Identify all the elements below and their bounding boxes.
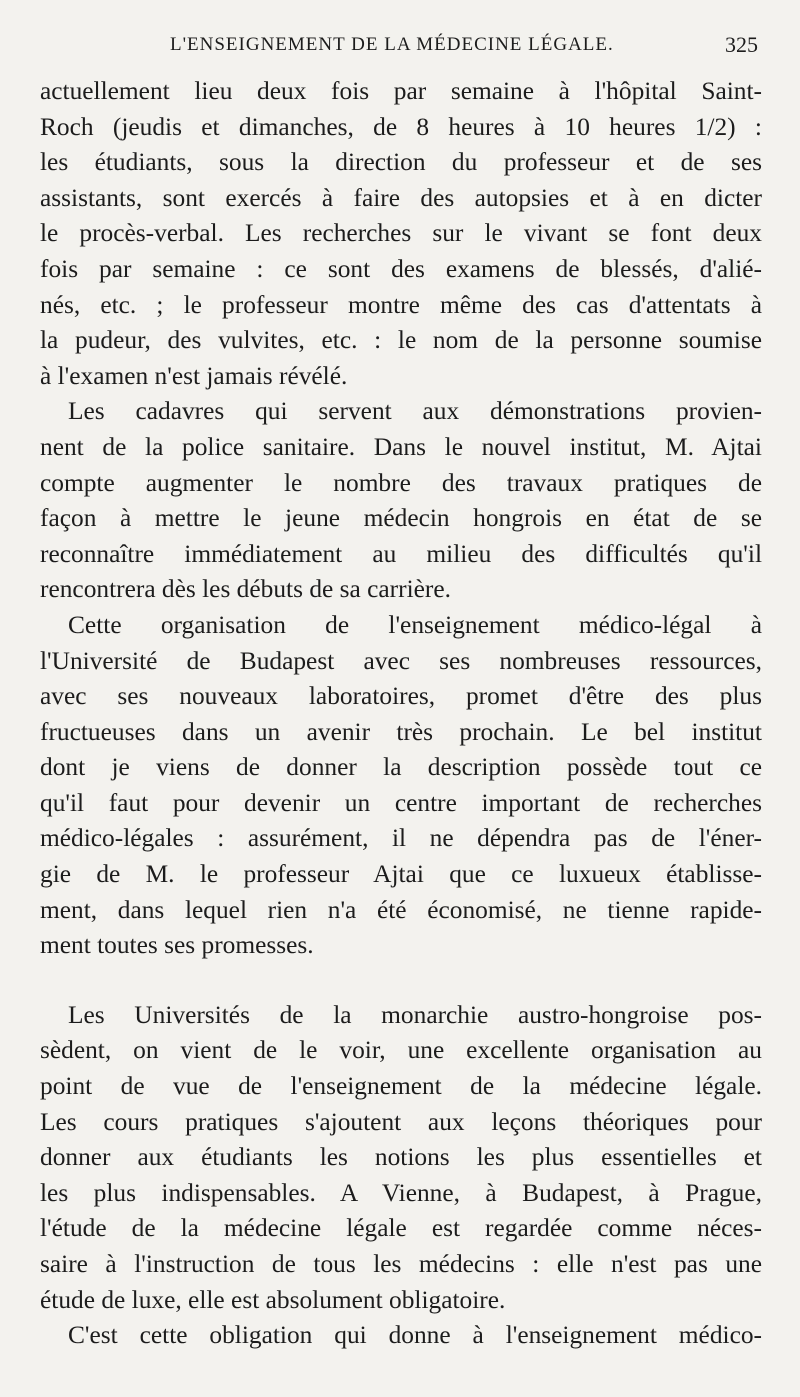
running-title: L'ENSEIGNEMENT DE LA MÉDECINE LÉGALE. — [170, 34, 614, 55]
running-head — [40, 30, 762, 74]
text-line: étude de luxe, elle est absolument obligatoire. — [40, 1285, 506, 1314]
text-line: Les Universités de la monarchie austro-hongroise pos- — [68, 1000, 762, 1029]
text-line: reconnaître immédiatement au milieu des difficultés qu'il — [40, 539, 762, 568]
text-line: les étudiants, sous la direction du professeur et de ses — [40, 148, 762, 177]
section-break — [40, 964, 762, 998]
text-line: rencontrera dès les débuts de sa carrière. — [40, 575, 451, 604]
paragraph — [40, 1318, 762, 1354]
body-text — [40, 74, 762, 1354]
text-line: l'Université de Budapest avec ses nombreuses ressources, — [40, 646, 762, 675]
page-number: 325 — [725, 32, 758, 57]
text-line: façon à mettre le jeune médecin hongrois en état de se — [40, 504, 762, 533]
text-line: à l'examen n'est jamais révélé. — [40, 361, 348, 390]
text-line: le procès-verbal. Les recherches sur le vivant se font deux — [40, 219, 762, 248]
text-line: donner aux étudiants les notions les plus essentielles et — [40, 1143, 762, 1172]
text-line: Cette organisation de l'enseignement médico-légal à — [68, 610, 762, 639]
text-line: ment toutes ses promesses. — [40, 931, 314, 960]
text-line: nés, etc. ; le professeur montre même des cas d'attentats à — [40, 290, 762, 319]
text-line: la pudeur, des vulvites, etc. : le nom de la personne soumise — [40, 326, 762, 355]
text-line: sèdent, on vient de le voir, une excellente organisation au — [40, 1036, 762, 1065]
text-line: point de vue de l'enseignement de la médecine légale. — [40, 1072, 762, 1101]
paragraph — [40, 74, 762, 394]
paragraph — [40, 998, 762, 1318]
text-line: les plus indispensables. A Vienne, à Budapest, à Prague, — [40, 1178, 762, 1207]
text-line: qu'il faut pour devenir un centre important de recherches — [40, 788, 762, 817]
text-line: Roch (jeudis et dimanches, de 8 heures à 10 heures 1/2) : — [40, 112, 762, 141]
text-line: fructueuses dans un avenir très prochain. Le bel institut — [40, 717, 762, 746]
text-line: actuellement lieu deux fois par semaine à l'hôpital Saint- — [40, 77, 762, 105]
text-line: Les cadavres qui servent aux démonstrations provien- — [68, 397, 762, 426]
text-line: l'étude de la médecine légale est regardée comme néces- — [40, 1214, 762, 1243]
text-line: dont je viens de donner la description possède tout ce — [40, 753, 762, 782]
text-line: fois par semaine : ce sont des examens de blessés, d'alié- — [40, 254, 762, 283]
text-line: C'est cette obligation qui donne à l'enseignement médico- — [68, 1321, 762, 1350]
text-line: ment, dans lequel rien n'a été économisé, ne tienne rapide- — [40, 895, 762, 924]
text-line: assistants, sont exercés à faire des autopsies et à en dicter — [40, 183, 762, 212]
text-line: saire à l'instruction de tous les médecins : elle n'est pas une — [40, 1250, 762, 1278]
text-line: Les cours pratiques s'ajoutent aux leçons théoriques pour — [40, 1107, 762, 1136]
text-line: nent de la police sanitaire. Dans le nouvel institut, M. Ajtai — [40, 432, 762, 461]
text-line: gie de M. le professeur Ajtai que ce luxueux établisse- — [40, 860, 762, 889]
paragraph — [40, 394, 762, 608]
text-line: médico-légales : assurément, il ne dépendra pas de l'éner- — [40, 824, 762, 853]
text-line: avec ses nouveaux laboratoires, promet d'être des plus — [40, 682, 762, 711]
paragraph — [40, 608, 762, 964]
text-line: compte augmenter le nombre des travaux pratiques de — [40, 468, 762, 497]
